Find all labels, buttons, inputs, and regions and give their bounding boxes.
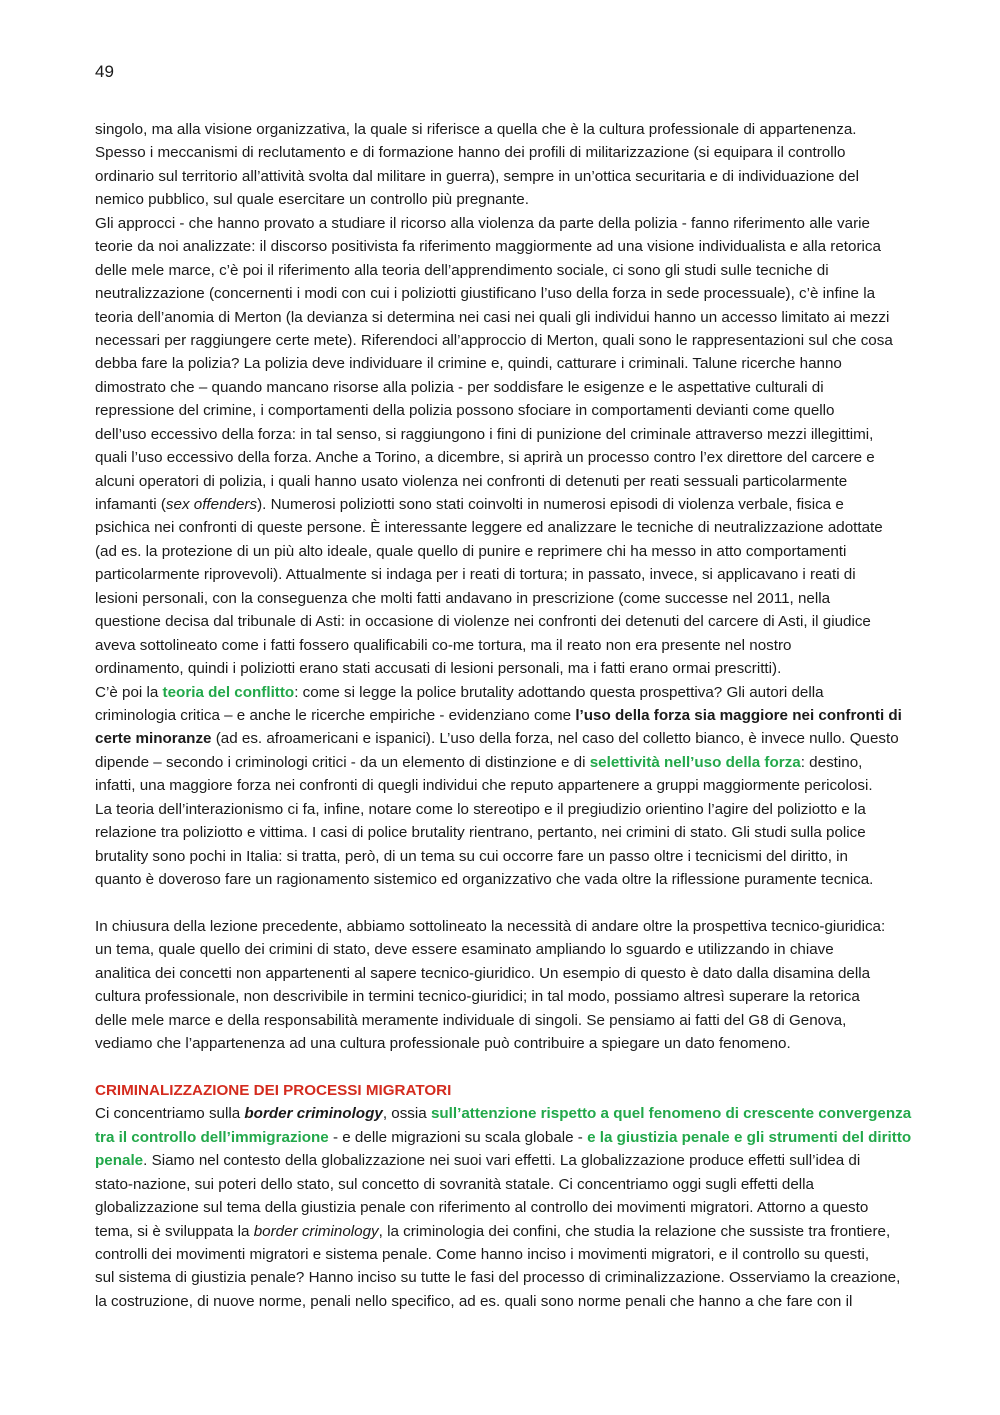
text-span: debba fare la polizia? La polizia deve individuare il crimine e, quindi, catturare i criminali. Talune ricerche hanno bbox=[95, 355, 842, 373]
text-span: criminologia critica – e anche le ricerche empiriche - evidenziano come bbox=[95, 706, 576, 724]
text-line bbox=[95, 118, 925, 141]
text-span: quanto è doveroso fare un ragionamento sistemico ed organizzativo che vada oltre la riflessione puramente tecnica. bbox=[95, 871, 874, 888]
text-span: Gli approcci - che hanno provato a studiare il ricorso alla violenza da parte della polizia - fanno riferimento alle varie bbox=[95, 214, 870, 232]
text-line bbox=[95, 1290, 925, 1313]
blank-line bbox=[95, 891, 925, 914]
text-span: globalizzazione sul tema della giustizia penale con riferimento al controllo dei movimenti migratori. Attorno a questo bbox=[95, 1199, 869, 1217]
section-heading: CRIMINALIZZAZIONE DEI PROCESSI MIGRATORI bbox=[95, 1081, 452, 1099]
text-line bbox=[95, 1173, 925, 1196]
text-span: Ci concentriamo sulla bbox=[95, 1105, 245, 1123]
text-line bbox=[95, 1220, 925, 1243]
text-line bbox=[95, 821, 925, 844]
text-span: delle mele marce e della responsabilità meramente individuale di singoli. Se pensiamo ai fatti del G8 di Genova, bbox=[95, 1011, 847, 1029]
text-span: (ad es. afroamericani e ispanici). L’uso della forza, nel caso del colletto bianco, è invece nullo. Questo bbox=[211, 730, 899, 748]
page-number: 49 bbox=[95, 62, 114, 81]
text-span: tema, si è sviluppata la bbox=[95, 1222, 254, 1240]
text-span: sul sistema di giustizia penale? Hanno inciso su tutte le fasi del processo di criminalizzazione. Osserviamo la creazione, bbox=[95, 1269, 901, 1287]
text-line bbox=[95, 845, 925, 868]
text-line bbox=[95, 798, 925, 821]
body-text bbox=[95, 118, 925, 1313]
text-span: un tema, quale quello dei crimini di stato, deve essere esaminato ampliando lo sguardo e utilizzando in chiave bbox=[95, 941, 834, 959]
text-line bbox=[95, 657, 925, 680]
text-span: la costruzione, di nuove norme, penali nello specifico, ad es. quali sono norme penali che hanno a che fare con il bbox=[95, 1292, 853, 1310]
text-line bbox=[95, 985, 925, 1008]
text-span: questione decisa dal tribunale di Asti: in occasione di violenze nei confronti dei detenuti del carcere di Asti, il giudice bbox=[95, 613, 871, 631]
text-line bbox=[95, 1126, 925, 1149]
text-line bbox=[95, 938, 925, 961]
text-line bbox=[95, 212, 925, 235]
text-line bbox=[95, 470, 925, 493]
text-line bbox=[95, 1102, 925, 1125]
text-span: Spesso i meccanismi di reclutamento e di formazione hanno dei profili di militarizzazione (si equipara il controllo bbox=[95, 144, 846, 162]
text-span: ). Numerosi poliziotti sono stati coinvolti in numerosi episodi di violenza verbale, fisica e bbox=[257, 496, 844, 513]
text-span: relazione tra poliziotto e vittima. I casi di police brutality rientrano, pertanto, nei crimini di stato. Gli studi sulla police bbox=[95, 824, 866, 842]
text-line bbox=[95, 1032, 925, 1055]
text-span: psichica nei confronti di queste persone. È interessante leggere ed analizzare le tecniche di neutralizzazione adottate bbox=[95, 519, 883, 537]
text-line bbox=[95, 165, 925, 188]
text-span: dimostrato che – quando mancano risorse alla polizia - per soddisfare le esigenze e le aspettative culturali di bbox=[95, 378, 824, 396]
text-line bbox=[95, 704, 925, 727]
text-line bbox=[95, 540, 925, 563]
text-span: alcuni operatori di polizia, i quali hanno usato violenza nei confronti di detenuti per reati sessuali particolarmente bbox=[95, 472, 848, 490]
text-span: teoria dell’anomia di Merton (la devianza si determina nei casi nei quali gli individui hanno un accesso limitato ai mezzi bbox=[95, 308, 890, 326]
text-line bbox=[95, 259, 925, 282]
text-line bbox=[95, 915, 925, 938]
green-text-span: tra il controllo dell’immigrazione bbox=[95, 1128, 329, 1146]
text-line bbox=[95, 774, 925, 797]
text-line bbox=[95, 634, 925, 657]
text-line bbox=[95, 329, 925, 352]
text-line bbox=[95, 376, 925, 399]
text-span: infatti, una maggiore forza nei confronti di quegli individui che reputo appartenere a gruppi maggiormente pericolosi. bbox=[95, 777, 873, 795]
text-span: particolarmente riprovevoli). Attualmente si indaga per i reati di tortura; in passato, invece, si applicavano i reati di bbox=[95, 566, 856, 584]
text-span: ordinamento, quindi i poliziotti erano stati accusati di lesioni personali, ma i fatti erano ormai prescritti). bbox=[95, 660, 782, 678]
text-line bbox=[95, 399, 925, 422]
bold-text-span: certe minoranze bbox=[95, 730, 212, 748]
green-text-span: selettività nell’uso della forza bbox=[589, 753, 801, 771]
text-span: . Siamo nel contesto della globalizzazione nei suoi vari effetti. La globalizzazione produce effetti sull’idea di bbox=[143, 1152, 861, 1170]
text-line bbox=[95, 188, 925, 211]
text-span: teorie da noi analizzate: il discorso positivista fa riferimento maggiormente ad una visione individualista e alla retorica bbox=[95, 238, 881, 256]
text-line bbox=[95, 563, 925, 586]
text-span: controlli dei movimenti migratori e sistema penale. Come hanno inciso i movimenti migratori, e il controllo su questi, bbox=[95, 1246, 870, 1263]
text-span: In chiusura della lezione precedente, abbiamo sottolineato la necessità di andare oltre la prospettiva tecnico-giuridica: bbox=[95, 917, 886, 935]
text-line bbox=[95, 1079, 925, 1102]
bold-text-span: l’uso della forza sia maggiore nei confronti di bbox=[575, 706, 902, 724]
text-line bbox=[95, 516, 925, 539]
text-span: nemico pubblico, sul quale esercitare un controllo più pregnante. bbox=[95, 191, 529, 209]
text-line bbox=[95, 1266, 925, 1289]
text-line bbox=[95, 446, 925, 469]
green-text-span: teoria del conflitto bbox=[162, 683, 295, 701]
text-line bbox=[95, 1009, 925, 1032]
text-span: delle mele marce, c’è poi il riferimento alla teoria dell’apprendimento sociale, ci sono gli studi sulle tecniche di bbox=[95, 261, 829, 279]
text-line bbox=[95, 587, 925, 610]
text-span: quali l’uso eccessivo della forza. Anche a Torino, a dicembre, si aprirà un processo contro l’ex direttore del carcere e bbox=[95, 449, 875, 467]
text-span: (ad es. la protezione di un più alto ideale, quale quello di punire e reprimere chi ha messo in atto comportamenti bbox=[95, 542, 847, 560]
text-line bbox=[95, 1196, 925, 1219]
green-text-span: penale bbox=[95, 1152, 144, 1170]
blank-line bbox=[95, 1056, 925, 1079]
text-span: singolo, ma alla visione organizzativa, la quale si riferisce a quella che è la cultura professionale di appartenenza. bbox=[95, 121, 857, 138]
text-span: neutralizzazione (concernenti i modi con cui i poliziotti giustificano l’uso della forza in sede processuale), c’è infine la bbox=[95, 285, 876, 303]
text-span: dell’uso eccessivo della forza: in tal senso, si raggiungono i fini di punizione del criminale attraverso mezzi illegittimi, bbox=[95, 425, 874, 443]
text-span: , la criminologia dei confini, che studia la relazione che sussiste tra frontiere, bbox=[378, 1222, 891, 1240]
text-line bbox=[95, 727, 925, 750]
text-line bbox=[95, 235, 925, 258]
text-span: cultura professionale, non descrivibile in termini tecnico-giuridici; in tal modo, possiamo altresì superare la retorica bbox=[95, 988, 860, 1006]
text-line bbox=[95, 352, 925, 375]
green-text-span: sull’attenzione rispetto a quel fenomeno di crescente convergenza bbox=[430, 1105, 912, 1123]
text-span: stato-nazione, sui poteri dello stato, sul concetto di sovranità statale. Ci concentriamo oggi sugli effetti della bbox=[95, 1175, 814, 1193]
text-span: - e delle migrazioni su scala globale - bbox=[328, 1128, 588, 1146]
text-span: necessari per raggiungere certe mete). Riferendoci all’approccio di Merton, quali sono le rappresentazioni sul che cosa bbox=[95, 331, 893, 349]
text-span: C’è poi la bbox=[95, 683, 163, 701]
text-span: : destino, bbox=[800, 753, 863, 771]
text-line bbox=[95, 306, 925, 329]
text-line bbox=[95, 141, 925, 164]
text-span: analitica dei concetti non appartenenti al sapere tecnico-giuridico. Un esempio di questo è dato dalla disamina della bbox=[95, 964, 871, 982]
text-line bbox=[95, 1149, 925, 1172]
text-span: lesioni personali, con la conseguenza che molti fatti andavano in prescrizione (come successe nel 2011, nella bbox=[95, 589, 831, 607]
text-span: La teoria dell’interazionismo ci fa, infine, notare come lo stereotipo e il pregiudizio orientino l’agire del poliziotto e la bbox=[95, 800, 866, 818]
text-line bbox=[95, 962, 925, 985]
text-span: repressione del crimine, i comportamenti della polizia possono sfociare in comportamenti devianti come quello bbox=[95, 402, 835, 420]
text-line bbox=[95, 610, 925, 633]
text-span: brutality sono pochi in Italia: si tratta, però, di un tema su cui occorre fare un passo oltre i tecnicismi del diritto, in bbox=[95, 847, 848, 865]
text-span: , ossia bbox=[382, 1105, 431, 1123]
text-span: ordinario sul territorio all’attività svolta dal militare in guerra), sempre in un’ottica securitaria e di individuazione del bbox=[95, 167, 859, 185]
green-text-span: e la giustizia penale e gli strumenti del diritto bbox=[587, 1128, 912, 1146]
text-line bbox=[95, 868, 925, 891]
boldital-text-span: border criminology bbox=[244, 1105, 383, 1123]
text-line bbox=[95, 282, 925, 305]
text-span: dipende – secondo i criminologi critici - da un elemento di distinzione e di bbox=[95, 753, 590, 771]
text-span: : come si legge la police brutality adottando questa prospettiva? Gli autori della bbox=[294, 683, 824, 701]
text-span: infamanti ( bbox=[95, 496, 166, 513]
text-line bbox=[95, 681, 925, 704]
text-span: vediamo che l’appartenenza ad una cultura professionale può contribuire a spiegare un dato fenomeno. bbox=[95, 1035, 791, 1053]
text-line bbox=[95, 751, 925, 774]
text-line bbox=[95, 423, 925, 446]
text-line bbox=[95, 493, 925, 516]
ital-text-span: border criminology bbox=[253, 1222, 379, 1240]
text-line bbox=[95, 1243, 925, 1266]
ital-text-span: sex offenders bbox=[165, 496, 258, 513]
text-span: aveva sottolineato come i fatti fossero qualificabili co-me tortura, ma il reato non era presente nel nostro bbox=[95, 636, 792, 654]
